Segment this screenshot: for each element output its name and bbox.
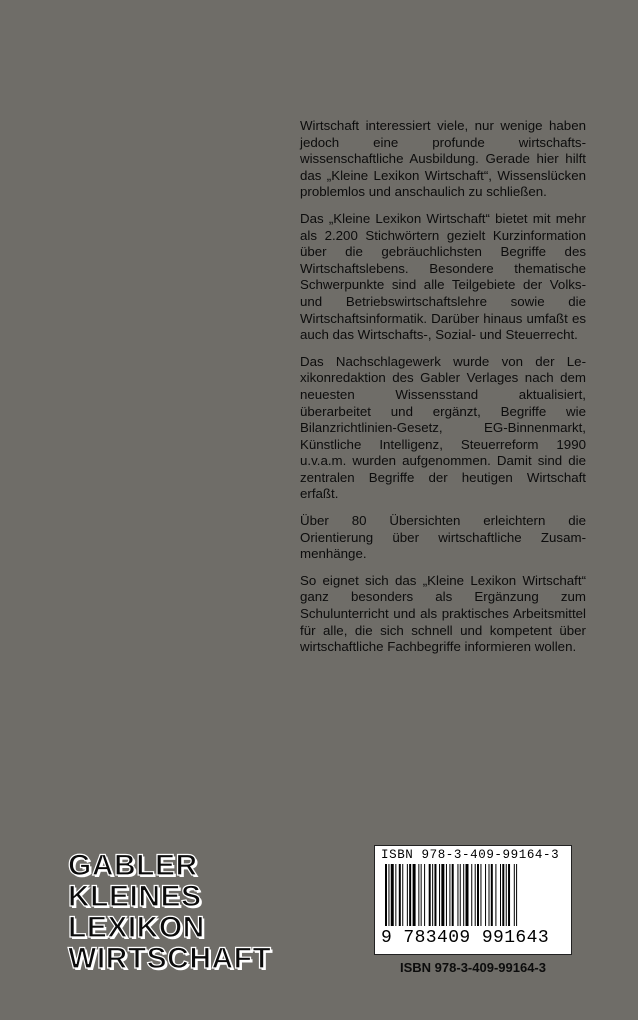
barcode-bars-icon: [385, 864, 561, 930]
isbn-footer: ISBN 978-3-409-99164-3: [400, 960, 546, 975]
back-cover-blurb: [300, 118, 586, 666]
barcode-bar: [449, 864, 450, 926]
barcode-bar: [480, 864, 481, 926]
logo-line-lexikon: LEXIKON: [68, 911, 205, 944]
barcode-bar: [500, 864, 501, 926]
barcode-bar: [407, 864, 408, 926]
barcode-ean-digits: 9 783409 991643: [381, 928, 550, 948]
barcode-bar: [491, 864, 493, 926]
logo-line-gabler: GABLER: [68, 849, 198, 882]
barcode-bar: [485, 864, 486, 926]
barcode-bar: [434, 864, 436, 926]
barcode-bar: [508, 864, 510, 926]
barcode-bar: [475, 864, 476, 926]
barcode-bar: [439, 864, 440, 926]
barcode-bar: [463, 864, 464, 926]
barcode-bar: [477, 864, 479, 926]
blurb-paragraph-5: So eignet sich das „Kleine Lexikon Wirtschaft“ ganz besonders als Ergänzung zum Schulunterricht und als praktisches Arbeitsmittel für alle, die sich schnell und kompetent über wirtschaftliche Fachbegriffe informieren wollen.: [300, 572, 586, 655]
barcode-bar: [471, 864, 472, 926]
barcode-bar: [506, 864, 507, 926]
barcode-bar: [418, 864, 419, 926]
logo-line-kleines: KLEINES: [68, 880, 202, 913]
blurb-paragraph-3: Das Nachschlagewerk wurde von der Lexikonredaktion des Gabler Verlages nach dem neuesten Wissensstand aktualisiert, überarbeitet und ergänzt, Begriffe wie Bilanzrichtlinien-Gesetz, EG-Binnenmarkt, Künstliche Intelligenz, Steuerreform 1990 u.v.a.m. wurden aufgenommen. Damit sind die zentralen Begriffe der heutigen Wirtschaft erfaßt.: [300, 353, 586, 502]
barcode-bar: [489, 864, 490, 926]
blurb-paragraph-1: Wirtschaft interessiert viele, nur wenige haben jedoch eine profunde wirtschaftswissenschaftliche Ausbildung. Gerade hier hilft das „Kleine Lexikon Wirtschaft“, Wissenslücken problemlos und anschaulich zu schließen.: [300, 118, 586, 200]
barcode-bar: [391, 864, 394, 926]
barcode-bar: [399, 864, 401, 926]
barcode-bar: [385, 864, 387, 926]
barcode-bar: [446, 864, 447, 926]
blurb-paragraph-4: Über 80 Übersichten erleichtern die Orientierung über wirtschaftliche Zusammenhänge.: [300, 513, 586, 562]
barcode-bar: [516, 864, 517, 926]
barcode-bar: [460, 864, 461, 926]
logo-line-wirtschaft: WIRTSCHAFT: [68, 942, 272, 975]
barcode: [374, 845, 572, 955]
barcode-bar: [424, 864, 425, 926]
barcode-bar: [413, 864, 416, 926]
blurb-paragraph-2: Das „Kleine Lexikon Wirtschaft“ bietet mit mehr als 2.200 Stichwörtern gezielt Kurzinformation über die gebräuchlichsten Begriffe des Wirtschaftslebens. Besondere thematische Schwerpunkte sind alle Teilgebiete der Volks- und Betriebswirtschaftslehre sowie die Wirtschaftsinformatik. Darüber hinaus umfaßt es auch das Wirtschafts-, Sozial- und Steuerrecht.: [300, 210, 586, 343]
barcode-bar: [502, 864, 504, 926]
series-logo: [68, 850, 270, 974]
barcode-bar: [421, 864, 422, 926]
barcode-bar: [388, 864, 389, 926]
barcode-bar: [452, 864, 454, 926]
barcode-isbn-label: ISBN 978-3-409-99164-3: [381, 848, 560, 862]
barcode-bar: [514, 864, 515, 926]
barcode-bar: [441, 864, 444, 926]
barcode-bar: [395, 864, 396, 926]
barcode-bar: [409, 864, 411, 926]
barcode-bar: [402, 864, 403, 926]
barcode-bar: [466, 864, 469, 926]
barcode-bar: [495, 864, 496, 926]
barcode-bar: [429, 864, 431, 926]
barcode-bar: [432, 864, 433, 926]
barcode-bar: [457, 864, 458, 926]
